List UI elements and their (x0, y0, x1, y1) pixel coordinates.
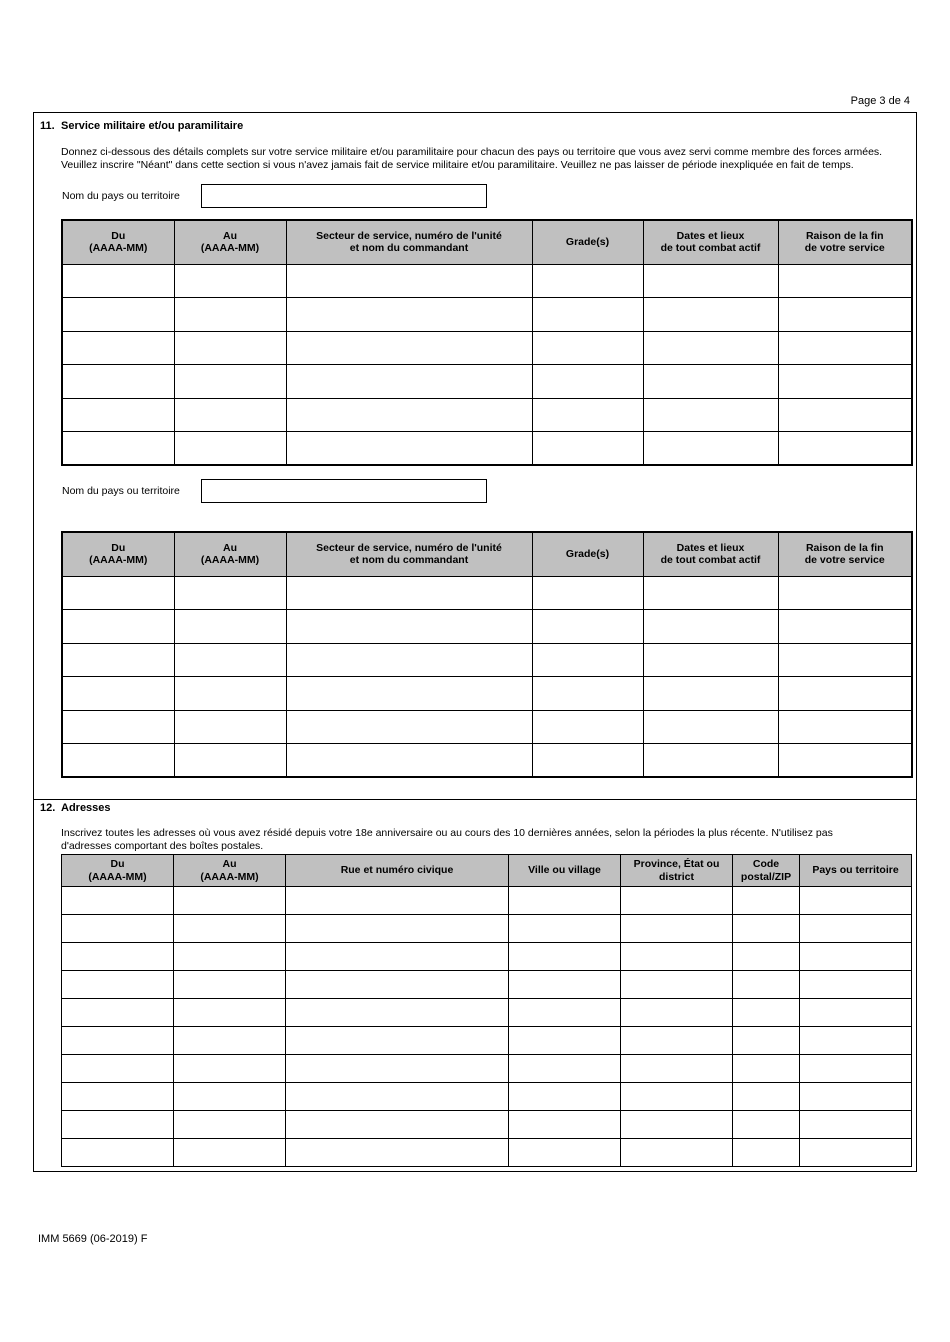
table-cell-input[interactable] (532, 677, 643, 711)
country-row-2 (62, 479, 487, 503)
table-cell-input[interactable] (62, 1055, 174, 1083)
page-number: Page 3 de 4 (850, 95, 910, 107)
table-cell-input[interactable] (643, 331, 778, 365)
table-row (62, 971, 912, 999)
table-header-row (62, 220, 912, 264)
table-row (62, 643, 912, 677)
table-cell-input[interactable] (733, 1139, 800, 1167)
table-row (62, 365, 912, 399)
table-cell-input[interactable] (174, 298, 286, 332)
table-cell-input[interactable] (509, 971, 621, 999)
section-11-instructions-line2: Veuillez inscrire "Néant" dans cette section si vous n'avez jamais fait de service militaire et/ou paramilitaire. Veuillez ne pas laisser de période inexpliquée en fait de temps. (61, 158, 854, 171)
country-input-2[interactable] (201, 479, 487, 503)
table-cell-input[interactable] (733, 887, 800, 915)
country-input-1[interactable] (201, 184, 487, 208)
table-cell-input[interactable] (532, 576, 643, 610)
table-cell-input[interactable] (174, 1139, 286, 1167)
section-11-instructions (61, 146, 913, 171)
table-cell-input[interactable] (643, 576, 778, 610)
table-cell-input[interactable] (621, 999, 733, 1027)
table-cell-input[interactable] (621, 943, 733, 971)
table-cell-input[interactable] (174, 943, 286, 971)
header-rue: Rue et numéro civique (286, 855, 509, 887)
military-service-table-1 (61, 219, 913, 466)
table-cell-input[interactable] (800, 1055, 912, 1083)
form-frame (33, 112, 917, 1172)
table-row (62, 915, 912, 943)
table-cell-input[interactable] (800, 1111, 912, 1139)
military-service-table-2 (61, 531, 913, 778)
table-cell-input[interactable] (778, 398, 912, 432)
section-12-title-text: Adresses (61, 802, 111, 814)
table-row (62, 1055, 912, 1083)
table-cell-input[interactable] (509, 1083, 621, 1111)
table-cell-input[interactable] (778, 298, 912, 332)
table-cell-input[interactable] (286, 677, 532, 711)
table-cell-input[interactable] (778, 365, 912, 399)
table-cell-input[interactable] (286, 298, 532, 332)
table-cell-input[interactable] (733, 1083, 800, 1111)
table-cell-input[interactable] (800, 943, 912, 971)
table-row (62, 744, 912, 778)
table-cell-input[interactable] (62, 744, 174, 778)
table-cell-input[interactable] (174, 1055, 286, 1083)
table-cell-input[interactable] (286, 576, 532, 610)
table-row (62, 331, 912, 365)
table-cell-input[interactable] (174, 915, 286, 943)
table-cell-input[interactable] (62, 610, 174, 644)
table-cell-input[interactable] (733, 915, 800, 943)
table-cell-input[interactable] (62, 943, 174, 971)
table-row (62, 264, 912, 298)
table-cell-input[interactable] (778, 331, 912, 365)
section-12-instructions-line1: Inscrivez toutes les adresses où vous avez résidé depuis votre 18e anniversaire ou au cours des 10 dernières années, selon la périodes la plus récente. N'utilisez pas (61, 827, 833, 839)
table-cell-input[interactable] (286, 999, 509, 1027)
table-cell-input[interactable] (509, 1139, 621, 1167)
table-cell-input[interactable] (800, 915, 912, 943)
country-label-2: Nom du pays ou territoire (62, 485, 180, 497)
table-cell-input[interactable] (286, 1055, 509, 1083)
table-cell-input[interactable] (800, 999, 912, 1027)
table-cell-input[interactable] (174, 887, 286, 915)
form-code-footer: IMM 5669 (06-2019) F (38, 1233, 148, 1245)
header-raison-fin: Raison de la fin de votre service (778, 532, 912, 576)
table-cell-input[interactable] (174, 331, 286, 365)
table-row (62, 710, 912, 744)
table-row (62, 610, 912, 644)
table-cell-input[interactable] (509, 915, 621, 943)
table-cell-input[interactable] (174, 1083, 286, 1111)
section-12-title (40, 802, 111, 814)
table-cell-input[interactable] (62, 1083, 174, 1111)
table-cell-input[interactable] (509, 943, 621, 971)
table-row (62, 432, 912, 466)
table-cell-input[interactable] (643, 744, 778, 778)
table-cell-input[interactable] (286, 331, 532, 365)
header-grades: Grade(s) (532, 220, 643, 264)
section-12-number: 12. (40, 802, 56, 814)
header-du: Du (AAAA-MM) (62, 855, 174, 887)
header-au: Au (AAAA-MM) (174, 532, 286, 576)
table-cell-input[interactable] (286, 643, 532, 677)
table-cell-input[interactable] (174, 365, 286, 399)
table-cell-input[interactable] (286, 915, 509, 943)
header-dates-combat: Dates et lieux de tout combat actif (643, 532, 778, 576)
table-cell-input[interactable] (733, 1055, 800, 1083)
table-cell-input[interactable] (621, 1027, 733, 1055)
header-au: Au (AAAA-MM) (174, 855, 286, 887)
table-cell-input[interactable] (532, 610, 643, 644)
table-cell-input[interactable] (532, 398, 643, 432)
table-cell-input[interactable] (733, 999, 800, 1027)
table-cell-input[interactable] (778, 576, 912, 610)
table-cell-input[interactable] (62, 999, 174, 1027)
table-row (62, 1111, 912, 1139)
section-12-instructions (61, 827, 913, 852)
table-cell-input[interactable] (62, 1111, 174, 1139)
table-cell-input[interactable] (286, 1139, 509, 1167)
table-cell-input[interactable] (643, 264, 778, 298)
table-cell-input[interactable] (174, 710, 286, 744)
header-province: Province, État ou district (621, 855, 733, 887)
table-cell-input[interactable] (778, 610, 912, 644)
table-cell-input[interactable] (286, 1027, 509, 1055)
header-grades: Grade(s) (532, 532, 643, 576)
table-cell-input[interactable] (174, 1111, 286, 1139)
table-cell-input[interactable] (62, 915, 174, 943)
table-cell-input[interactable] (286, 365, 532, 399)
header-du: Du (AAAA-MM) (62, 532, 174, 576)
table-header-row (62, 532, 912, 576)
table-cell-input[interactable] (800, 1083, 912, 1111)
table-cell-input[interactable] (621, 1139, 733, 1167)
table-cell-input[interactable] (800, 1139, 912, 1167)
table-cell-input[interactable] (643, 298, 778, 332)
table-row (62, 1083, 912, 1111)
table-row (62, 1139, 912, 1167)
table-cell-input[interactable] (174, 744, 286, 778)
table-cell-input[interactable] (509, 887, 621, 915)
header-au: Au (AAAA-MM) (174, 220, 286, 264)
table-cell-input[interactable] (532, 432, 643, 466)
table-cell-input[interactable] (532, 298, 643, 332)
table-cell-input[interactable] (62, 331, 174, 365)
table-cell-input[interactable] (174, 264, 286, 298)
table-cell-input[interactable] (62, 1139, 174, 1167)
table-cell-input[interactable] (509, 999, 621, 1027)
table-cell-input[interactable] (286, 432, 532, 466)
table-row (62, 887, 912, 915)
section-12-instructions-line2: d'adresses comportant des boîtes postales. (61, 839, 264, 852)
table-row (62, 1027, 912, 1055)
header-code-postal: Code postal/ZIP (733, 855, 800, 887)
table-cell-input[interactable] (532, 744, 643, 778)
table-row (62, 943, 912, 971)
header-raison-fin: Raison de la fin de votre service (778, 220, 912, 264)
table-cell-input[interactable] (621, 1083, 733, 1111)
section-military-service (34, 113, 916, 799)
section-11-number: 11. (40, 120, 55, 132)
table-cell-input[interactable] (621, 887, 733, 915)
header-pays: Pays ou territoire (800, 855, 912, 887)
table-cell-input[interactable] (62, 264, 174, 298)
header-ville: Ville ou village (509, 855, 621, 887)
table-cell-input[interactable] (621, 1111, 733, 1139)
table-cell-input[interactable] (733, 1111, 800, 1139)
table-cell-input[interactable] (778, 264, 912, 298)
table-cell-input[interactable] (778, 643, 912, 677)
table-row (62, 576, 912, 610)
table-cell-input[interactable] (62, 971, 174, 999)
table-cell-input[interactable] (643, 710, 778, 744)
table-cell-input[interactable] (733, 1027, 800, 1055)
header-dates-combat: Dates et lieux de tout combat actif (643, 220, 778, 264)
table-row (62, 298, 912, 332)
table-cell-input[interactable] (174, 1027, 286, 1055)
table-cell-input[interactable] (532, 710, 643, 744)
table-cell-input[interactable] (286, 1111, 509, 1139)
table-cell-input[interactable] (509, 1055, 621, 1083)
header-du: Du (AAAA-MM) (62, 220, 174, 264)
table-cell-input[interactable] (621, 915, 733, 943)
table-row (62, 398, 912, 432)
table-cell-input[interactable] (174, 398, 286, 432)
table-cell-input[interactable] (174, 677, 286, 711)
table-row (62, 999, 912, 1027)
table-cell-input[interactable] (286, 744, 532, 778)
table-cell-input[interactable] (643, 365, 778, 399)
table-cell-input[interactable] (800, 887, 912, 915)
table-cell-input[interactable] (733, 971, 800, 999)
table-cell-input[interactable] (174, 576, 286, 610)
table-cell-input[interactable] (62, 298, 174, 332)
header-secteur: Secteur de service, numéro de l'unité et nom du commandant (286, 532, 532, 576)
table-cell-input[interactable] (643, 643, 778, 677)
table-cell-input[interactable] (174, 999, 286, 1027)
table-cell-input[interactable] (621, 971, 733, 999)
table-cell-input[interactable] (62, 398, 174, 432)
table-cell-input[interactable] (778, 432, 912, 466)
table-cell-input[interactable] (62, 365, 174, 399)
section-11-title-text: Service militaire et/ou paramilitaire (61, 120, 244, 132)
country-row-1 (62, 184, 487, 208)
table-cell-input[interactable] (286, 971, 509, 999)
table-cell-input[interactable] (174, 610, 286, 644)
table-cell-input[interactable] (778, 744, 912, 778)
table-cell-input[interactable] (509, 1111, 621, 1139)
table-cell-input[interactable] (62, 432, 174, 466)
table-cell-input[interactable] (286, 398, 532, 432)
table-cell-input[interactable] (62, 576, 174, 610)
table-cell-input[interactable] (532, 365, 643, 399)
table-cell-input[interactable] (286, 943, 509, 971)
table-cell-input[interactable] (286, 710, 532, 744)
table-cell-input[interactable] (286, 887, 509, 915)
table-cell-input[interactable] (509, 1027, 621, 1055)
table-cell-input[interactable] (778, 677, 912, 711)
table-cell-input[interactable] (62, 710, 174, 744)
table-cell-input[interactable] (286, 1083, 509, 1111)
header-secteur: Secteur de service, numéro de l'unité et nom du commandant (286, 220, 532, 264)
table-cell-input[interactable] (800, 971, 912, 999)
table-row (62, 677, 912, 711)
table-cell-input[interactable] (621, 1055, 733, 1083)
table-cell-input[interactable] (174, 971, 286, 999)
country-label-1: Nom du pays ou territoire (62, 190, 180, 202)
table-cell-input[interactable] (532, 643, 643, 677)
table-cell-input[interactable] (532, 264, 643, 298)
table-cell-input[interactable] (286, 610, 532, 644)
table-cell-input[interactable] (733, 943, 800, 971)
table-cell-input[interactable] (643, 677, 778, 711)
table-cell-input[interactable] (643, 432, 778, 466)
table-cell-input[interactable] (62, 1027, 174, 1055)
section-11-instructions-line1: Donnez ci-dessous des détails complets sur votre service militaire et/ou paramilitaire pour chacun des pays ou territoire que vous avez servi comme membre des forces armées. (61, 146, 883, 158)
table-cell-input[interactable] (778, 710, 912, 744)
table-cell-input[interactable] (643, 610, 778, 644)
section-addresses (34, 799, 916, 1171)
section-11-title (40, 120, 243, 132)
table-cell-input[interactable] (643, 398, 778, 432)
table-header-row (62, 855, 912, 887)
table-cell-input[interactable] (62, 643, 174, 677)
table-cell-input[interactable] (532, 331, 643, 365)
table-cell-input[interactable] (800, 1027, 912, 1055)
table-cell-input[interactable] (62, 677, 174, 711)
table-cell-input[interactable] (286, 264, 532, 298)
table-cell-input[interactable] (174, 432, 286, 466)
table-cell-input[interactable] (174, 643, 286, 677)
addresses-table (61, 854, 912, 1167)
table-cell-input[interactable] (62, 887, 174, 915)
